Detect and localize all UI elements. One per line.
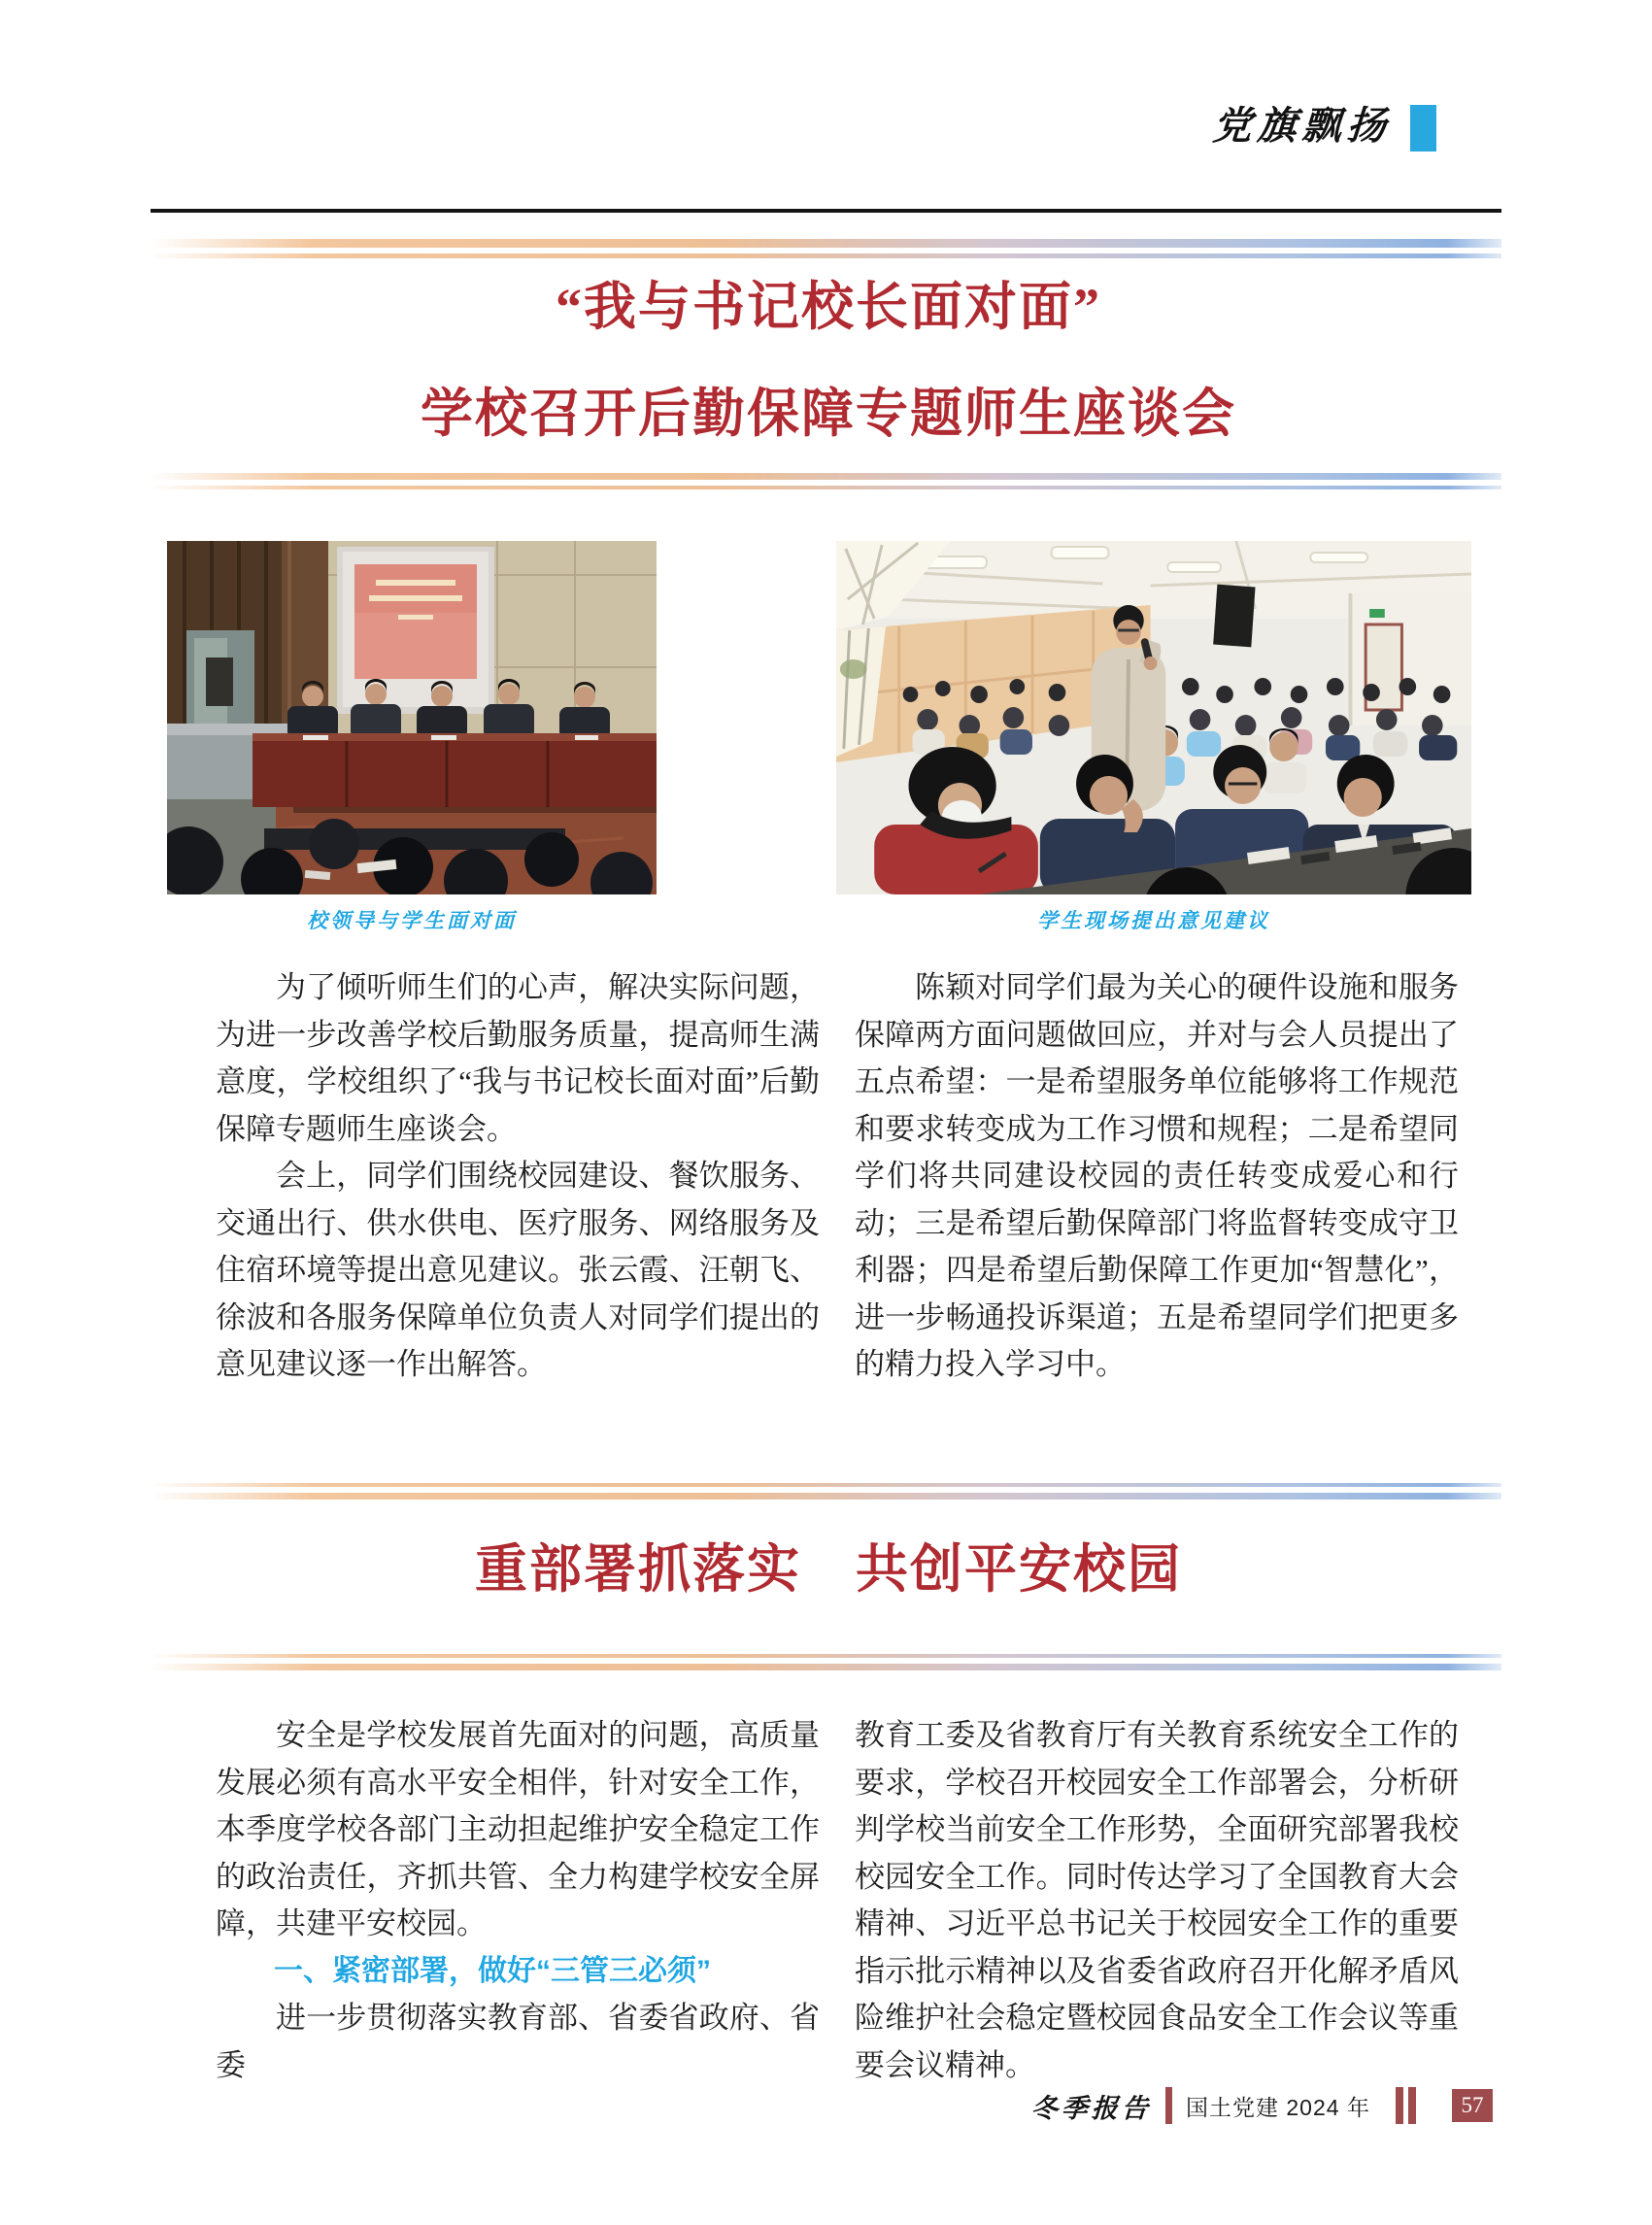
article1-right-paragraph-1: 陈颖对同学们最为关心的硬件设施和服务保障两方面问题做回应，并对与会人员提出了五点希望：一是希望服务单位能够将工作规范和要求转变成为工作习惯和规程；二是希望同学们将共同建设校园的责任转变成爱心和行动；三是希望后勤保障部门将监督转变成守卫利器；四是希望后勤保障工作更加“智慧化”，进一步畅通投诉渠道；五是希望同学们把更多的精力投入学习中。 bbox=[855, 970, 1459, 1381]
article1-column-left bbox=[216, 964, 820, 1389]
title1-gradient-bar-2 bbox=[151, 486, 1501, 489]
masthead-accent-block bbox=[1410, 105, 1436, 152]
footer-edition: 国土党建 2024 年 bbox=[1186, 2094, 1370, 2120]
title2-top-gradient-bar-1 bbox=[151, 1483, 1501, 1487]
article2-title: 重部署抓落实 共创平安校园 bbox=[475, 1540, 1182, 1599]
article2-column-right bbox=[855, 1712, 1459, 2089]
page-footer bbox=[1031, 2084, 1493, 2127]
article1-column-right bbox=[855, 964, 1459, 1389]
footer-separator-bar bbox=[1165, 2087, 1172, 2124]
photo-lecture-hall-illustration bbox=[836, 541, 1471, 894]
footer-page-number: 57 bbox=[1452, 2089, 1493, 2122]
article1-title-line1: “我与书记校长面对面” bbox=[556, 278, 1101, 336]
masthead-title: 党旗飘扬 bbox=[1211, 104, 1394, 148]
article1-left-paragraph-1: 为了倾听师生们的心声，解决实际问题，为进一步改善学校后勤服务质量，提高师生满意度，学校组织了“我与书记校长面对面”后勤保障专题师生座谈会。 bbox=[216, 970, 820, 1146]
article2-column-left bbox=[216, 1712, 820, 2089]
title1-gradient-bar-1 bbox=[151, 473, 1501, 480]
photo-right-caption: 学生现场提出意见建议 bbox=[1037, 909, 1270, 932]
footer-double-bar bbox=[1396, 2087, 1421, 2124]
header-gradient-bar-1 bbox=[151, 239, 1501, 248]
footer-journal-name: 冬季报告 bbox=[1030, 2093, 1153, 2123]
article2-left-paragraph-2: 进一步贯彻落实教育部、省委省政府、省委 bbox=[216, 2001, 820, 2082]
article1-title-line2: 学校召开后勤保障专题师生座谈会 bbox=[421, 385, 1236, 443]
title2-top-gradient-bar-2 bbox=[151, 1493, 1501, 1500]
photo-meeting-room-illustration bbox=[167, 541, 657, 894]
title2-bottom-gradient-bar-1 bbox=[151, 1654, 1501, 1658]
header-rule bbox=[151, 209, 1501, 213]
header-gradient-bar-2 bbox=[151, 253, 1501, 258]
article2-left-paragraph-1: 安全是学校发展首先面对的问题，高质量发展必须有高水平安全相伴，针对安全工作，本季度学校各部门主动担起维护安全稳定工作的政治责任，齐抓共管、全力构建学校安全屏障，共建平安校园。 bbox=[216, 1718, 820, 1940]
article1-left-paragraph-2: 会上，同学们围绕校园建设、餐饮服务、交通出行、供水供电、医疗服务、网络服务及住宿环境等提出意见建议。张云霞、汪朝飞、徐波和各服务保障单位负责人对同学们提出的意见建议逐一作出解答。 bbox=[216, 1159, 820, 1381]
photo-lecture-hall bbox=[836, 541, 1471, 894]
article2-right-paragraph-continuation: 教育工委及省教育厅有关教育系统安全工作的要求，学校召开校园安全工作部署会，分析研判学校当前安全工作形势，全面研究部署我校校园安全工作。同时传达学习了全国教育大会精神、习近平总书记关于校园安全工作的重要指示批示精神以及省委省政府召开化解矛盾风险维护社会稳定暨校园食品安全工作会议等重要会议精神。 bbox=[855, 1718, 1459, 2082]
photo-left-caption: 校领导与学生面对面 bbox=[307, 909, 517, 932]
article2-subheading: 一、紧密部署，做好“三管三必须” bbox=[274, 1954, 711, 1987]
title2-bottom-gradient-bar-2 bbox=[151, 1664, 1501, 1670]
photo-meeting-room bbox=[167, 541, 657, 894]
